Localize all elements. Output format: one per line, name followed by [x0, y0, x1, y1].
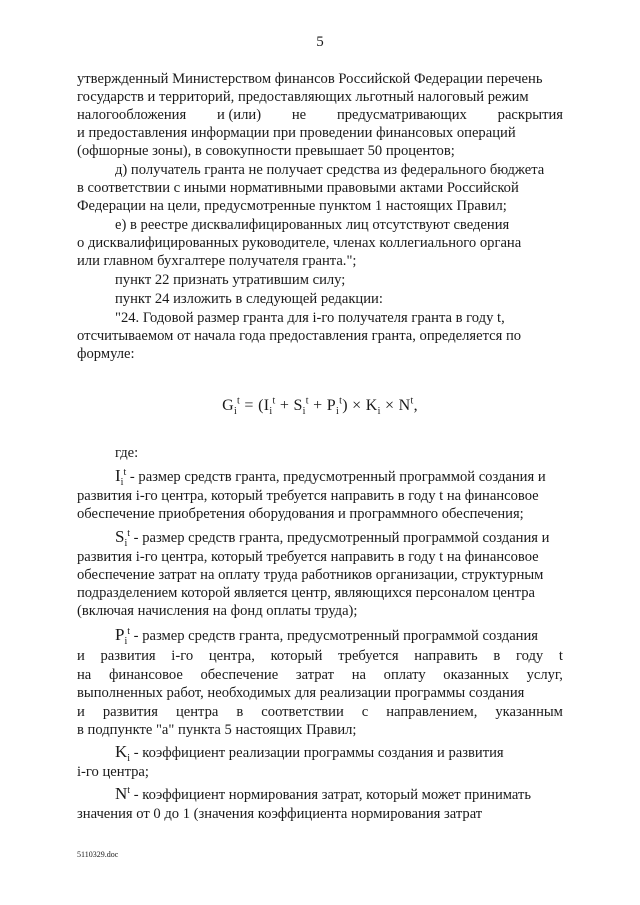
text-line: д) получатель гранта не получает средства из федерального бюджета — [115, 162, 545, 178]
text-line: формуле: — [77, 346, 135, 362]
text-line: утвержденный Министерством финансов Российской Федерации перечень — [77, 71, 543, 87]
word: налогообложения — [77, 107, 187, 123]
text-line: пункт 24 изложить в следующей редакции: — [115, 291, 383, 307]
word: не — [291, 107, 307, 123]
text-line: i-го центра; — [77, 764, 149, 780]
text-line: и предоставления информации при проведении финансовых операций — [77, 125, 516, 141]
definition-P: $P_i^t$ - размер средств гранта, предусмотренный программой создания — [115, 625, 539, 647]
text-line-justified — [77, 106, 563, 124]
text-line: (офшорные зоны), в совокупности превышает 50 процентов; — [77, 143, 455, 159]
text-line-justified: на финансовое обеспечение затрат на оплату оказанных услуг, — [77, 667, 563, 683]
text-line: е) в реестре дисквалифицированных лиц отсутствуют сведения — [115, 217, 510, 233]
text-line: в соответствии с иными нормативными правовыми актами Российской — [77, 180, 519, 196]
footer-doc-id: 5110329.doc — [77, 850, 119, 859]
text-line: Федерации на цели, предусмотренные пунктом 1 настоящих Правил; — [77, 198, 507, 214]
text-line: значения от 0 до 1 (значения коэффициента нормирования затрат — [77, 806, 483, 822]
grant-formula: $G_i^t = (I_i^t + S_i^t + P_i^t) \times K_i \times N^t$, — [222, 395, 418, 418]
text-line-justified: и развития центра в соответствии с направлением, указанным — [77, 704, 563, 720]
text-line: развития i-го центра, который требуется направить в году t на финансовое — [77, 488, 539, 504]
text-line: о дисквалифицированных руководителе, членах коллегиального органа — [77, 235, 522, 251]
text-line: в подпункте "а" пункта 5 настоящих Правил; — [77, 722, 357, 738]
definition-K: $K_i$ - коэффициент реализации программы создания и развития — [115, 742, 504, 764]
text-line: пункт 22 признать утратившим силу; — [115, 272, 346, 288]
definition-I: $I_i^t$ - размер средств гранта, предусмотренный программой создания и — [115, 466, 546, 488]
text-line: "24. Годовой размер гранта для i-го получателя гранта в году t, — [115, 310, 505, 326]
text-line: обеспечение затрат на оплату труда работников организации, структурным — [77, 567, 544, 583]
page-number: 5 — [316, 34, 324, 50]
text-line: где: — [115, 445, 139, 461]
definition-N: $N^t$ - коэффициент нормирования затрат, который может принимать — [115, 784, 532, 803]
word: раскрытия — [497, 107, 563, 123]
word: и (или) — [216, 107, 262, 123]
text-line: отсчитываемом от начала года предоставления гранта, определяется по — [77, 328, 522, 344]
text-line: развития i-го центра, который требуется направить в году t на финансовое — [77, 549, 539, 565]
text-line: подразделением которой является центр, являющихся персоналом центра — [77, 585, 535, 601]
text-line: или главном бухгалтере получателя гранта."; — [77, 253, 357, 269]
definition-S: $S_i^t$ - размер средств гранта, предусмотренный программой создания и — [115, 527, 550, 549]
text-line: выполненных работ, необходимых для реализации программы создания — [77, 685, 525, 701]
text-line-justified: и развития i-го центра, который требуется направить в году t — [77, 648, 563, 664]
word: предусматривающих — [336, 107, 467, 123]
text-line: (включая начисления на фонд оплаты труда); — [77, 603, 358, 619]
text-line: государств и территорий, предоставляющих льготный налоговый режим — [77, 89, 529, 105]
text-line: обеспечение приобретения оборудования и программного обеспечения; — [77, 506, 524, 522]
